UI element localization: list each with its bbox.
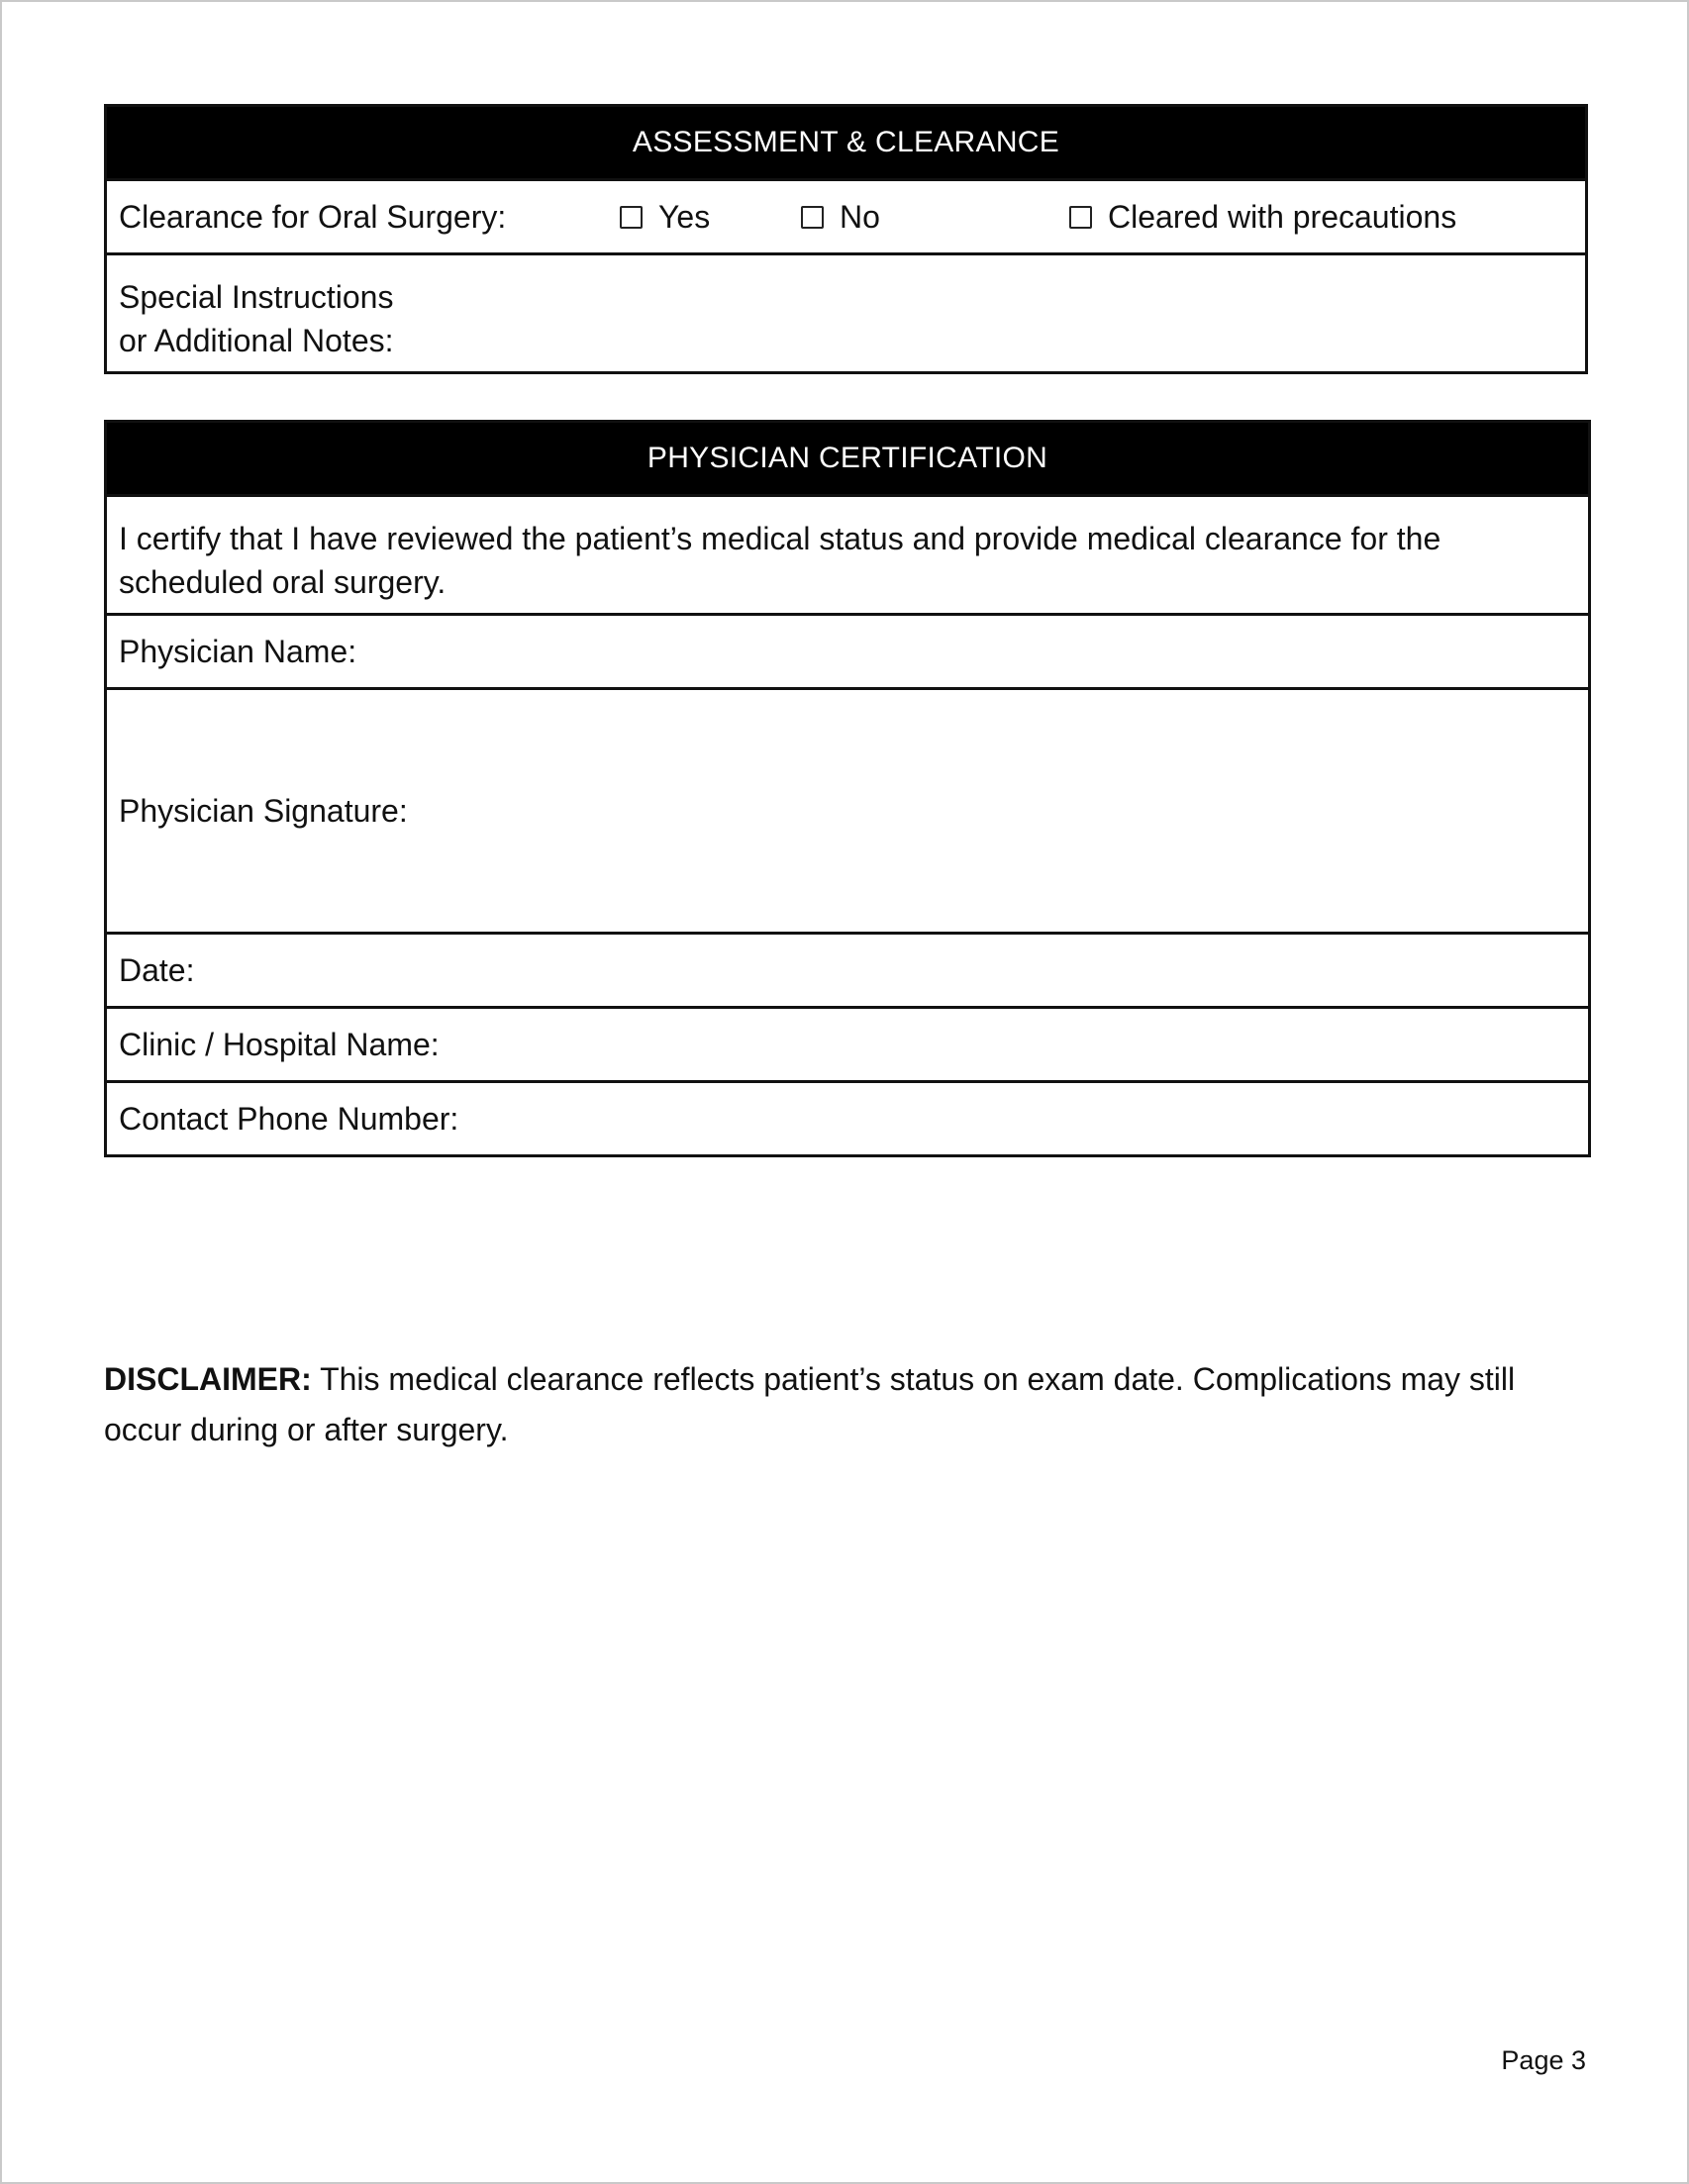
date-field[interactable] [107,932,1588,1006]
option-precautions-label: Cleared with precautions [1108,199,1457,235]
disclaimer-label: DISCLAIMER: [104,1361,312,1397]
option-yes-label: Yes [658,199,711,235]
certification-header: PHYSICIAN CERTIFICATION [107,423,1588,494]
special-instructions-label-line2: or Additional Notes: [119,323,394,358]
assessment-clearance-table [104,104,1588,374]
checkbox-no[interactable] [801,206,824,229]
special-instructions-field[interactable] [107,252,1585,371]
option-yes[interactable] [620,181,710,252]
certification-statement-row [107,494,1588,613]
date-label: Date: [119,952,195,988]
clearance-row [107,178,1585,252]
clearance-label: Clearance for Oral Surgery: [119,199,507,235]
checkbox-yes[interactable] [620,206,643,229]
clinic-hospital-label: Clinic / Hospital Name: [119,1027,440,1062]
option-no[interactable] [801,181,880,252]
disclaimer-text: This medical clearance reflects patient’s status on exam date. Complications may still occur during or after surgery. [104,1361,1516,1447]
special-instructions-label-line1: Special Instructions [119,279,394,315]
assessment-header: ASSESSMENT & CLEARANCE [107,107,1585,178]
clinic-hospital-name-field[interactable] [107,1006,1588,1080]
physician-signature-field[interactable] [107,687,1588,932]
contact-phone-field[interactable] [107,1080,1588,1154]
contact-phone-label: Contact Phone Number: [119,1101,459,1137]
physician-name-field[interactable] [107,613,1588,687]
disclaimer [104,1354,1599,1455]
physician-name-label: Physician Name: [119,634,357,669]
physician-signature-label: Physician Signature: [119,793,408,829]
page-number: Page 3 [1501,2045,1586,2075]
option-no-label: No [840,199,880,235]
physician-certification-table [104,420,1591,1157]
option-cleared-with-precautions[interactable] [1069,181,1456,252]
checkbox-cleared-with-precautions[interactable] [1069,206,1092,229]
certification-statement: I certify that I have reviewed the patient’s medical status and provide medical clearance for the scheduled oral surgery. [119,521,1441,600]
